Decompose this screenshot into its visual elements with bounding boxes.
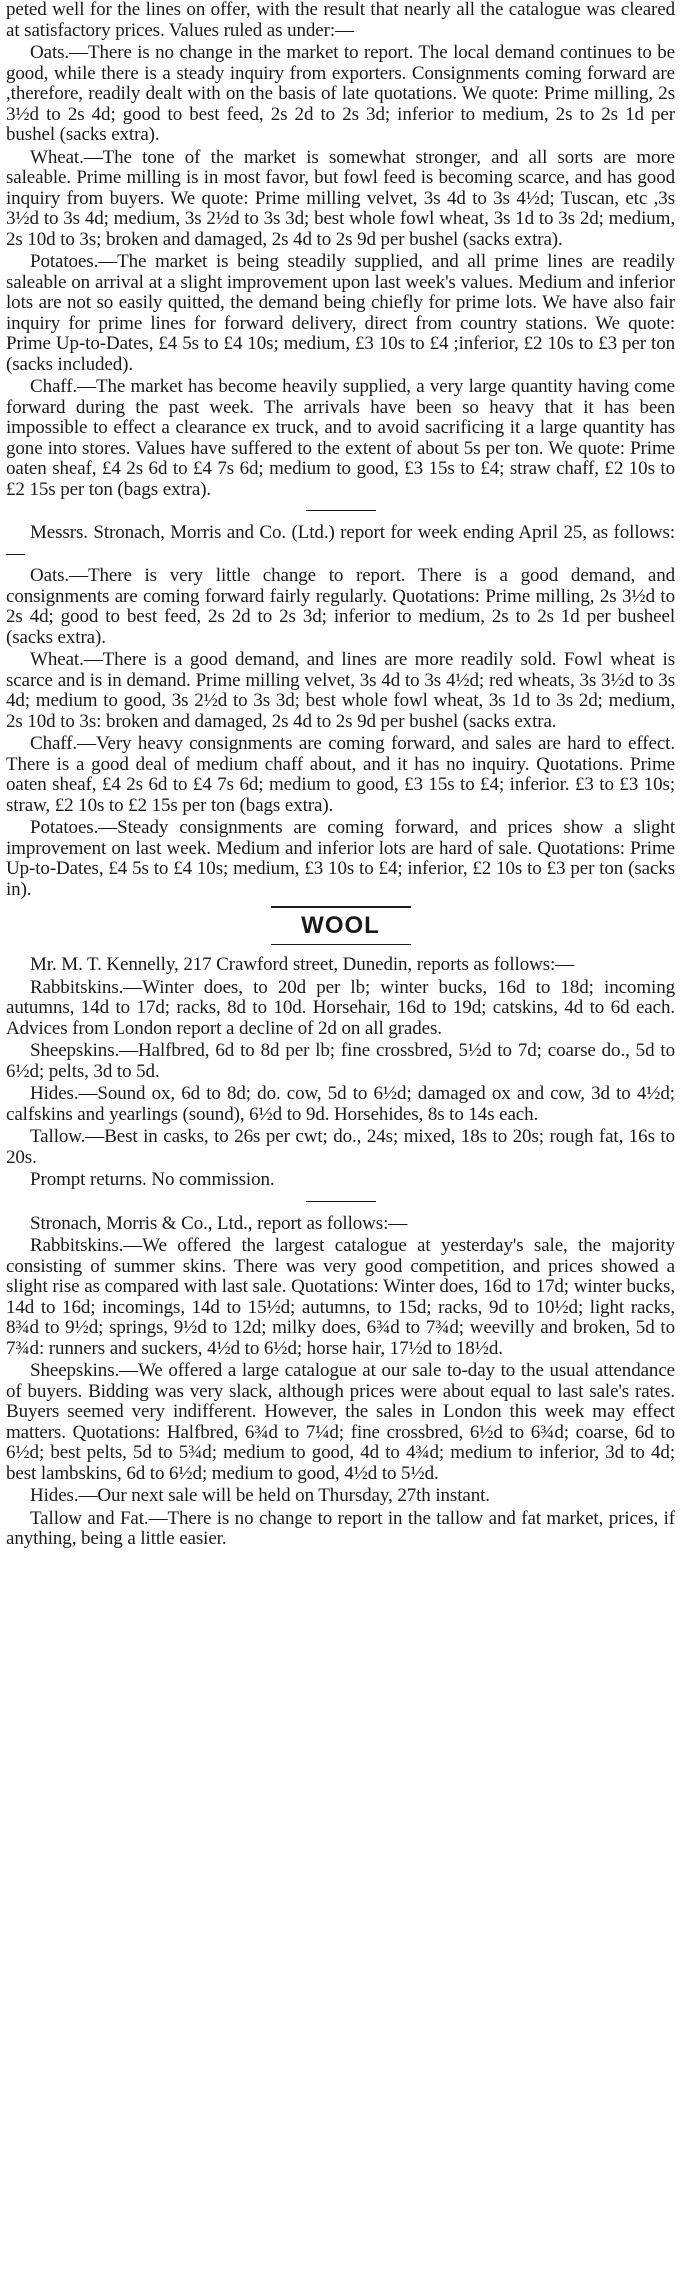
stronach-oats-paragraph: Oats.—There is very little change to report. There is a good demand, and consignments are coming forward fairly regularly. Quotations: Prime milling, 2s 3½d to 2s 4d; good to best feed, 2s 2d to 2s 3d; inferior to medium, 2s to 2s 1d per busheel (sacks extra). xyxy=(6,565,675,648)
heading-rule-top xyxy=(271,906,411,908)
heading-rule-bottom xyxy=(271,944,411,945)
potatoes-report-paragraph: Potatoes.—The market is being steadily supplied, and all prime lines are readily saleable on arrival at a slight improvement upon last week's values. Medium and inferior lots are not so easily quitted, the demand being chiefly for prime lots. We have also fair inquiry for prime lines for forward delivery, direct from country stations. We quote: Prime Up-to-Dates, £4 5s to £4 10s; medium, £3 10s to £4 ;inferior, £2 10s to £3 per ton (sacks included). xyxy=(6,251,675,375)
kennelly-tallow-paragraph: Tallow.—Best in casks, to 26s per cwt; do., 24s; mixed, 18s to 20s; rough fat, 16s to 20s. xyxy=(6,1126,675,1168)
kennelly-closing: Prompt returns. No commission. xyxy=(30,1169,275,1190)
section-divider xyxy=(306,1201,376,1202)
stronach-wool-intro: Stronach, Morris & Co., Ltd., report as follows:— xyxy=(30,1212,408,1234)
stronach-hides-paragraph: Hides.—Our next sale will be held on Thursday, 27th instant. xyxy=(30,1485,490,1506)
kennelly-hides-paragraph: Hides.—Sound ox, 6d to 8d; do. cow, 5d to 6½d; damaged ox and cow, 3d to 4½d; calfskins and yearlings (sound), 6½d to 9d. Horsehides, 8s to 14s each. xyxy=(6,1083,675,1125)
opening-paragraph: peted well for the lines on offer, with the result that nearly all the catalogue was cleared at satisfactory prices. Values ruled as under:— xyxy=(6,0,675,41)
kennelly-intro: Mr. M. T. Kennelly, 217 Crawford street, Dunedin, reports as follows:— xyxy=(30,954,575,975)
wool-heading-block xyxy=(6,906,675,945)
oats-report-paragraph: Oats.—There is no change in the market to report. The local demand continues to be good, while there is a steady inquiry from exporters. Consignments coming forward are ,therefore, readily dealt with on the basis of late quotations. We quote: Prime milling, 2s 3½d to 2s 4d; good to best feed, 2s 2d to 2s 3d; inferior to medium, 2s to 2s 1d per bushel (sacks extra). xyxy=(6,42,675,145)
chaff-report-paragraph: Chaff.—The market has become heavily supplied, a very large quantity having come forward during the past week. The arrivals have been so heavy that it has been impossible to effect a clearance ex truck, and to avoid sacrificing it a large quantity has gone into stores. Values have suffered to the extent of about 5s per ton. We quote: Prime oaten sheaf, £4 2s 6d to £4 7s 6d; medium to good, £3 15s to £4; straw chaff, £2 10s to £2 15s per ton (bags extra). xyxy=(6,376,675,500)
stronach-rabbitskins-paragraph: Rabbitskins.—We offered the largest catalogue at yesterday's sale, the majority consisting of summer skins. There was very good competition, and prices showed a slight rise as compared with last sale. Quotations: Winter does, 16d to 17d; winter bucks, 14d to 16d; incomings, 14d to 15½d; autumns, to 15d; racks, 9d to 10½d; light racks, 8¾d to 9½d; springs, 9½d to 12d; milky does, 6¾d to 7¾d; weevilly and broken, 5d to 7¾d: runners and suckers, 4½d to 6½d; horse hair, 17½d to 18½d. xyxy=(6,1235,675,1359)
stronach-wheat-paragraph: Wheat.—There is a good demand, and lines are more readily sold. Fowl wheat is scarce and is in demand. Prime milling velvet, 3s 4d to 3s 4½d; red wheats, 3s 3½d to 3s 4d; medium to good, 3s 2½d to 3s 3d; best whole fowl wheat, 3s 1d to 3s 2d; medium, 2s 10d to 3s: broken and damaged, 2s 4d to 2s 9d per bushel (sacks extra. xyxy=(6,649,675,732)
wool-heading: WOOL xyxy=(301,912,380,939)
stronach-sheepskins-paragraph: Sheepskins.—We offered a large catalogue at our sale to-day to the usual attendance of buyers. Bidding was very slack, although prices were about equal to last sale's rates. Buyers seemed very indifferent. However, the sales in London this week may effect matters. Quotations: Halfbred, 6¾d to 7¼d; fine crossbred, 6½d to 6¾d; coarse, 6d to 6½d; best pelts, 5d to 5¾d; medium to good, 4d to 4¾d; medium to inferior, 3d to 4d; best lambskins, 6d to 6½d; medium to good, 4½d to 5½d. xyxy=(6,1360,675,1484)
kennelly-sheepskins-paragraph: Sheepskins.—Halfbred, 6d to 8d per lb; fine crossbred, 5½d to 7d; coarse do., 5d to 6½d; pelts, 3d to 5d. xyxy=(6,1040,675,1082)
newspaper-column xyxy=(6,0,675,1552)
section-divider xyxy=(306,510,376,511)
stronach-grain-intro: Messrs. Stronach, Morris and Co. (Ltd.) report for week ending April 25, as follows:— xyxy=(6,522,675,564)
stronach-chaff-paragraph: Chaff.—Very heavy consignments are coming forward, and sales are hard to effect. There is a good deal of medium chaff about, and it has no inquiry. Quotations. Prime oaten sheaf, £4 2s 6d to £4 7s 6d; medium to good, £3 15s to £4; inferior. £3 to £3 10s; straw, £2 10s to £2 15s per ton (bags extra). xyxy=(6,733,675,816)
kennelly-rabbitskins-paragraph: Rabbitskins.—Winter does, to 20d per lb; winter bucks, 16d to 18d; incoming autumns, 14d to 17d; racks, 8d to 10d. Horsehair, 16d to 19d; catskins, 4d to 6d each. Advices from London report a decline of 2d on all grades. xyxy=(6,976,675,1039)
stronach-potatoes-paragraph: Potatoes.—Steady consignments are coming forward, and prices show a slight improvement on last week. Medium and inferior lots are hard of sale. Quotations: Prime Up-to-Dates, £4 5s to £4 10s; medium, £3 10s to £4; inferior, £2 10s to £3 per ton (sacks in). xyxy=(6,817,675,900)
wheat-report-paragraph: Wheat.—The tone of the market is somewhat stronger, and all sorts are more saleable. Prime milling is in most favor, but fowl feed is becoming scarce, and has good inquiry from buyers. We quote: Prime milling velvet, 3s 4d to 3s 4½d; Tuscan, etc ,3s 3½d to 3s 4d; medium, 3s 2½d to 3s 3d; best whole fowl wheat, 3s 1d to 3s 2d; medium, 2s 10d to 3s; broken and damaged, 2s 4d to 2s 9d per bushel (sacks extra). xyxy=(6,146,675,250)
stronach-tallow-paragraph: Tallow and Fat.—There is no change to report in the tallow and fat market, prices, if anything, being a little easier. xyxy=(6,1507,675,1549)
